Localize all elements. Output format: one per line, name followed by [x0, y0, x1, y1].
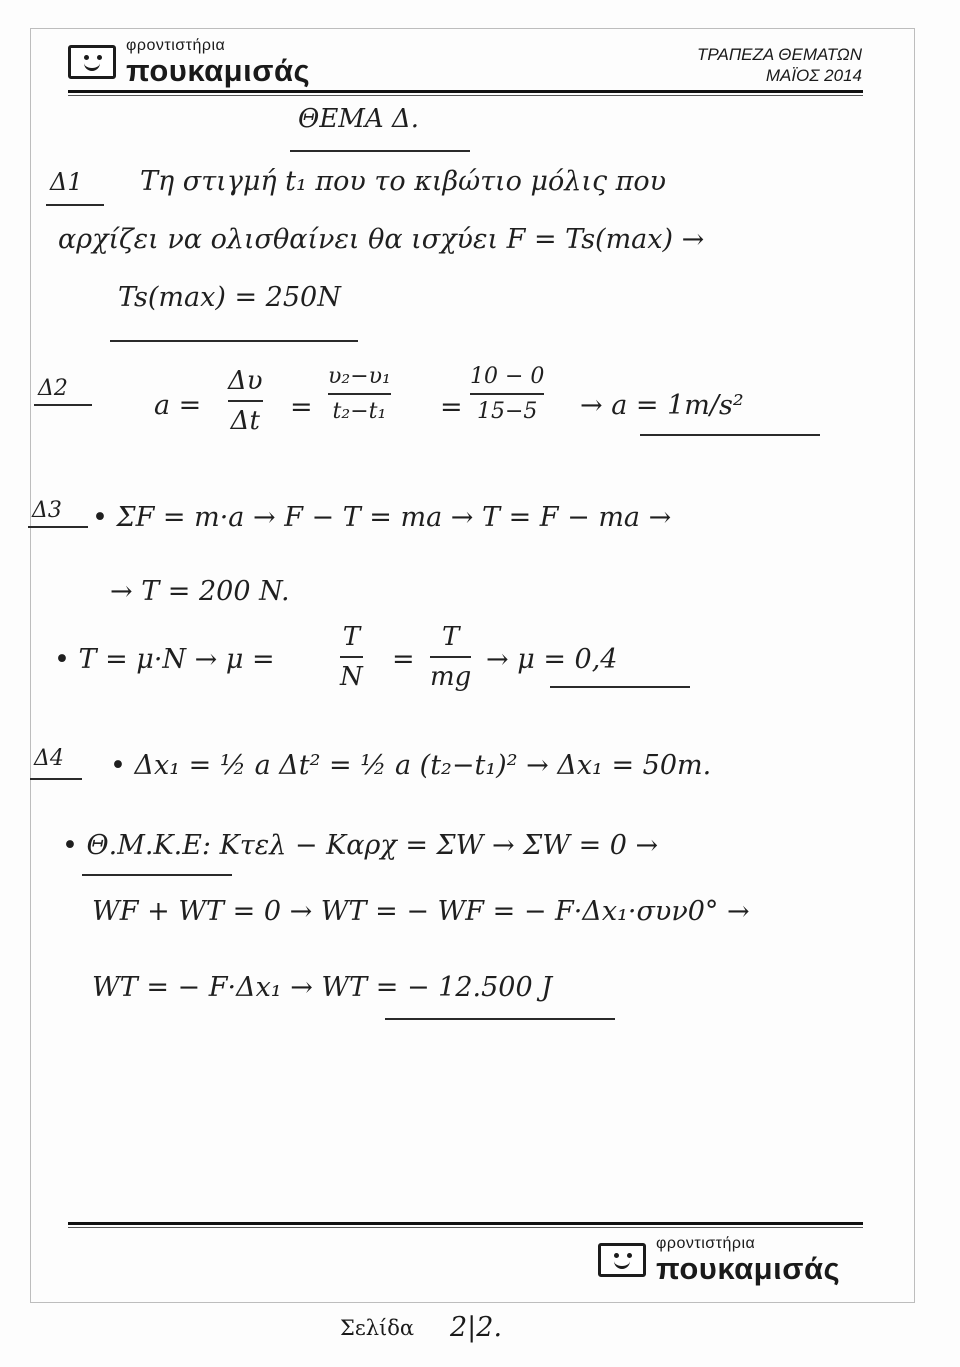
theme-title-underline: [290, 150, 470, 152]
d3-label: Δ3: [32, 498, 62, 523]
d2-fraction-3-num: 10 − 0: [470, 364, 545, 389]
bank-title: ΤΡΑΠΕΖΑ ΘΕΜΑΤΩΝ: [697, 45, 862, 64]
d2-fraction-2-den: t₂−t₁: [332, 398, 387, 424]
d4-omke-underline: [82, 874, 232, 876]
page-border-left: [30, 28, 31, 1303]
d4-line-1: • Δx₁ = ½ a Δt² = ½ a (t₂−t₁)² → Δx₁ = 50m.: [110, 750, 712, 781]
page-border-right: [914, 28, 915, 1303]
d2-fraction-3-den: 15−5: [476, 398, 538, 424]
d1-line-2: αρχίζει να ολισθαίνει θα ισχύει F = Ts(max) →: [58, 224, 705, 255]
smiley-logo-icon: [598, 1243, 646, 1277]
d1-line-1: Τη στιγμή t₁ που το κιβώτιο μόλις που: [140, 166, 667, 197]
d2-fraction-2: [328, 364, 391, 424]
d3-fraction-2: [430, 622, 471, 692]
d2-result-underline: [640, 434, 820, 436]
logo-subtitle: φροντιστήρια: [126, 37, 226, 54]
d1-label-underline: [46, 204, 104, 206]
theme-title: ΘΕΜΑ Δ.: [298, 104, 419, 134]
d2-fraction-1-den: Δt: [230, 405, 260, 436]
d3-line-1: • ΣF = m·a → F − T = ma → T = F − ma →: [92, 502, 672, 533]
page-border-top: [30, 28, 915, 29]
d1-label: Δ1: [50, 168, 83, 196]
d4-label: Δ4: [34, 746, 64, 771]
logo-name: πουκαμισάς: [126, 53, 311, 88]
d2-a-equals: a =: [154, 390, 202, 421]
d3-fraction-1-num: T: [342, 622, 361, 652]
d4-line-3: WF + WT = 0 → WT = − WF = − F·Δx₁·συν0° →: [92, 896, 750, 927]
header-rule-thin: [68, 95, 863, 96]
d2-fraction-1-num: Δυ: [228, 366, 263, 396]
d3-line-3b: → μ = 0,4: [486, 644, 618, 675]
d3-fraction-1: [340, 622, 363, 692]
footer-logo: [598, 1236, 840, 1284]
d3-fraction-2-den: mg: [430, 661, 472, 692]
d2-fraction-2-num: υ₂−υ₁: [328, 364, 391, 389]
smiley-logo-icon: [68, 45, 116, 79]
d3-equals: =: [392, 644, 415, 675]
d4-label-underline: [30, 778, 82, 780]
d4-line-2: • Θ.Μ.Κ.Ε: Kτελ − Kαρχ = ΣW → ΣW = 0 →: [62, 830, 659, 861]
d3-result-underline: [550, 686, 690, 688]
page-border-bottom: [30, 1302, 915, 1303]
bank-date: ΜΑΪΟΣ 2014: [765, 66, 862, 85]
footer-rule: [68, 1222, 863, 1225]
d2-equals-1: =: [290, 392, 313, 423]
d2-equals-2: =: [440, 392, 463, 423]
d2-result: → a = 1m/s²: [580, 390, 744, 421]
d4-line-4: WT = − F·Δx₁ → WT = − 12.500 J: [92, 972, 553, 1003]
page-number: 2|2.: [450, 1312, 503, 1343]
d2-fraction-1: [228, 366, 263, 436]
header-rule: [68, 90, 863, 93]
footer-logo-name: πουκαμισάς: [656, 1251, 841, 1286]
d1-result-underline: [110, 340, 358, 342]
footer-logo-subtitle: φροντιστήρια: [656, 1235, 756, 1252]
page-label: Σελίδα: [340, 1316, 415, 1340]
d2-label-underline: [34, 404, 92, 406]
header-logo: [68, 38, 310, 86]
d1-line-3: Ts(max) = 250N: [118, 282, 341, 313]
d3-fraction-1-den: N: [340, 661, 363, 692]
header-bank-info: [697, 44, 862, 86]
d3-line-2: → T = 200 N.: [110, 576, 290, 607]
d3-fraction-2-num: T: [441, 622, 460, 652]
d2-label: Δ2: [38, 376, 68, 401]
d3-line-3a: • T = μ·N → μ =: [54, 644, 275, 675]
d4-result-underline: [385, 1018, 615, 1020]
d2-fraction-3: [470, 364, 544, 424]
footer-rule-thin: [68, 1227, 863, 1228]
d3-label-underline: [28, 526, 88, 528]
